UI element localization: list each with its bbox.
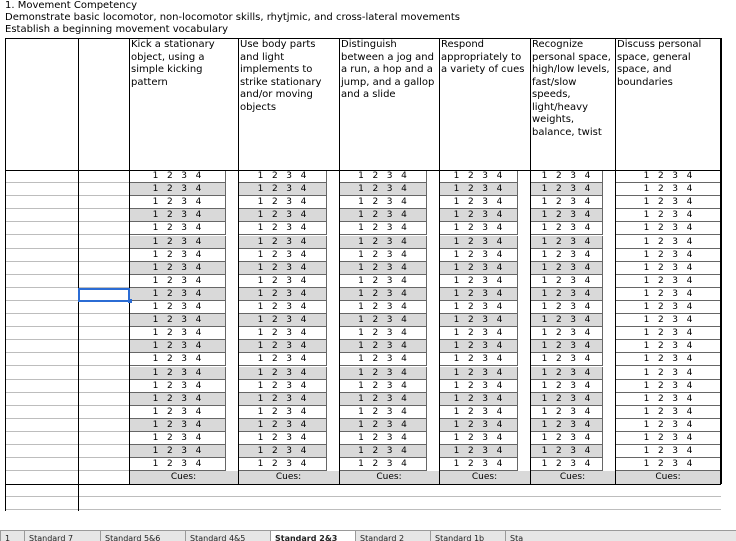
rating-scale-cell[interactable]: 1 2 3 4 xyxy=(439,249,518,262)
rating-scale-cell[interactable]: 1 2 3 4 xyxy=(129,262,226,275)
rating-scale-cell[interactable]: 1 2 3 4 xyxy=(439,209,518,222)
grid-line-horizontal xyxy=(5,484,721,485)
blank-cell[interactable] xyxy=(5,301,78,314)
blank-cell[interactable] xyxy=(530,484,615,497)
rating-scale-cell[interactable]: 1 2 3 4 xyxy=(615,367,721,380)
rating-scale-cell[interactable]: 1 2 3 4 xyxy=(129,275,226,288)
cues-cell[interactable]: Cues: xyxy=(339,471,439,484)
rating-scale-cell[interactable]: 1 2 3 4 xyxy=(439,393,518,406)
rating-scale-cell[interactable]: 1 2 3 4 xyxy=(129,314,226,327)
rating-scale-cell[interactable]: 1 2 3 4 xyxy=(238,327,327,340)
blank-cell[interactable] xyxy=(78,183,129,196)
rating-scale-cell[interactable]: 1 2 3 4 xyxy=(615,222,721,235)
blank-cell[interactable] xyxy=(5,367,78,380)
grid-line-horizontal xyxy=(5,170,721,171)
blank-cell[interactable] xyxy=(5,196,78,209)
rating-scale-cell[interactable]: 1 2 3 4 xyxy=(129,183,226,196)
rating-scale-cell[interactable]: 1 2 3 4 xyxy=(530,432,603,445)
blank-cell[interactable] xyxy=(5,380,78,393)
rating-scale-cell[interactable]: 1 2 3 4 xyxy=(615,314,721,327)
blank-header-cell[interactable] xyxy=(78,38,129,170)
rating-scale-cell[interactable]: 1 2 3 4 xyxy=(615,249,721,262)
blank-cell[interactable] xyxy=(5,419,78,432)
rating-scale-cell[interactable]: 1 2 3 4 xyxy=(615,406,721,419)
rating-scale-cell[interactable]: 1 2 3 4 xyxy=(339,209,427,222)
rating-scale-cell[interactable]: 1 2 3 4 xyxy=(530,249,603,262)
blank-cell[interactable] xyxy=(78,432,129,445)
blank-cell[interactable] xyxy=(5,249,78,262)
blank-cell[interactable] xyxy=(5,458,78,471)
rating-scale-cell[interactable]: 1 2 3 4 xyxy=(615,458,721,471)
rating-scale-cell[interactable]: 1 2 3 4 xyxy=(129,445,226,458)
blank-header-cell[interactable] xyxy=(5,38,78,170)
rating-scale-cell[interactable]: 1 2 3 4 xyxy=(530,458,603,471)
blank-cell[interactable] xyxy=(5,406,78,419)
blank-cell[interactable] xyxy=(78,353,129,366)
grid-line-vertical xyxy=(720,38,722,484)
blank-cell[interactable] xyxy=(78,458,129,471)
rating-scale-cell[interactable]: 1 2 3 4 xyxy=(615,353,721,366)
rating-scale-cell[interactable]: 1 2 3 4 xyxy=(129,236,226,249)
grid-line-vertical xyxy=(530,38,531,484)
blank-cell[interactable] xyxy=(5,327,78,340)
rating-scale-cell[interactable]: 1 2 3 4 xyxy=(238,196,327,209)
rating-scale-cell[interactable]: 1 2 3 4 xyxy=(339,288,427,301)
blank-cell[interactable] xyxy=(5,209,78,222)
blank-cell[interactable] xyxy=(78,484,129,497)
grid-line-vertical xyxy=(615,38,616,484)
rating-scale-cell[interactable]: 1 2 3 4 xyxy=(129,419,226,432)
blank-cell[interactable] xyxy=(78,445,129,458)
rating-scale-cell[interactable]: 1 2 3 4 xyxy=(129,367,226,380)
rating-scale-cell[interactable]: 1 2 3 4 xyxy=(439,458,518,471)
standard-title: 1. Movement Competency xyxy=(5,0,138,11)
rating-scale-cell[interactable]: 1 2 3 4 xyxy=(615,196,721,209)
rating-scale-cell[interactable]: 1 2 3 4 xyxy=(439,288,518,301)
rating-scale-cell[interactable]: 1 2 3 4 xyxy=(129,209,226,222)
blank-cell[interactable] xyxy=(78,275,129,288)
grid-line-vertical xyxy=(129,38,130,484)
rating-scale-cell[interactable]: 1 2 3 4 xyxy=(339,353,427,366)
rating-scale-cell[interactable]: 1 2 3 4 xyxy=(615,380,721,393)
rating-scale-cell[interactable]: 1 2 3 4 xyxy=(238,170,327,183)
column-header[interactable]: Discuss personal space, general space, and boundaries xyxy=(617,39,702,88)
rating-scale-cell[interactable]: 1 2 3 4 xyxy=(129,458,226,471)
rating-scale-cell[interactable]: 1 2 3 4 xyxy=(615,209,721,222)
blank-cell[interactable] xyxy=(339,484,439,497)
standard-description: Demonstrate basic locomotor, non-locomotor skills, rhytjmic, and cross-lateral movements xyxy=(5,12,460,23)
rating-scale-cell[interactable]: 1 2 3 4 xyxy=(530,301,603,314)
sheet-tab[interactable]: 1 xyxy=(0,531,24,541)
rating-scale-cell[interactable]: 1 2 3 4 xyxy=(439,419,518,432)
rating-scale-cell[interactable]: 1 2 3 4 xyxy=(530,314,603,327)
sheet-tab[interactable]: Standard 4&5 xyxy=(185,531,270,541)
rating-scale-cell[interactable]: 1 2 3 4 xyxy=(439,314,518,327)
rating-scale-cell[interactable]: 1 2 3 4 xyxy=(530,209,603,222)
rating-scale-cell[interactable]: 1 2 3 4 xyxy=(439,367,518,380)
rating-scale-cell[interactable]: 1 2 3 4 xyxy=(238,340,327,353)
blank-cell[interactable] xyxy=(78,196,129,209)
rating-scale-cell[interactable]: 1 2 3 4 xyxy=(615,340,721,353)
blank-cell[interactable] xyxy=(78,314,129,327)
rating-scale-cell[interactable]: 1 2 3 4 xyxy=(530,445,603,458)
selection-fill-handle[interactable] xyxy=(128,299,132,303)
rating-scale-cell[interactable]: 1 2 3 4 xyxy=(129,170,226,183)
rating-scale-cell[interactable]: 1 2 3 4 xyxy=(530,393,603,406)
rating-scale-cell[interactable]: 1 2 3 4 xyxy=(615,170,721,183)
blank-cell[interactable] xyxy=(5,484,78,497)
rating-scale-cell[interactable]: 1 2 3 4 xyxy=(129,249,226,262)
rating-scale-cell[interactable]: 1 2 3 4 xyxy=(439,275,518,288)
rating-scale-cell[interactable]: 1 2 3 4 xyxy=(238,432,327,445)
rating-scale-cell[interactable]: 1 2 3 4 xyxy=(339,249,427,262)
rating-scale-cell[interactable]: 1 2 3 4 xyxy=(439,301,518,314)
rating-scale-cell[interactable]: 1 2 3 4 xyxy=(238,262,327,275)
cues-cell[interactable]: Cues: xyxy=(238,471,339,484)
rating-scale-cell[interactable]: 1 2 3 4 xyxy=(339,327,427,340)
sheet-tab[interactable]: Sta xyxy=(505,531,535,541)
rating-scale-cell[interactable]: 1 2 3 4 xyxy=(129,327,226,340)
rating-scale-cell[interactable]: 1 2 3 4 xyxy=(238,458,327,471)
rating-scale-cell[interactable]: 1 2 3 4 xyxy=(339,262,427,275)
rating-scale-cell[interactable]: 1 2 3 4 xyxy=(339,236,427,249)
rating-scale-cell[interactable]: 1 2 3 4 xyxy=(129,301,226,314)
rating-scale-cell[interactable]: 1 2 3 4 xyxy=(439,406,518,419)
blank-cell[interactable] xyxy=(78,209,129,222)
rating-scale-cell[interactable]: 1 2 3 4 xyxy=(238,393,327,406)
grid-line-vertical xyxy=(439,38,440,484)
blank-cell[interactable] xyxy=(615,484,721,497)
rating-scale-cell[interactable]: 1 2 3 4 xyxy=(439,340,518,353)
rating-scale-cell[interactable]: 1 2 3 4 xyxy=(238,222,327,235)
blank-cell[interactable] xyxy=(78,236,129,249)
blank-cell[interactable] xyxy=(5,432,78,445)
blank-cell[interactable] xyxy=(5,288,78,301)
rating-scale-cell[interactable]: 1 2 3 4 xyxy=(129,288,226,301)
rating-scale-cell[interactable]: 1 2 3 4 xyxy=(238,183,327,196)
column-header[interactable]: Distinguish between a jog and a run, a hop and a jump, and a gallop and a slide xyxy=(341,39,435,100)
rating-scale-cell[interactable]: 1 2 3 4 xyxy=(238,406,327,419)
blank-cell[interactable] xyxy=(238,484,339,497)
blank-cell[interactable] xyxy=(78,262,129,275)
rating-scale-cell[interactable]: 1 2 3 4 xyxy=(439,170,518,183)
sheet-tab-bar xyxy=(0,530,736,541)
rating-scale-cell[interactable]: 1 2 3 4 xyxy=(339,393,427,406)
blank-cell[interactable] xyxy=(78,367,129,380)
rating-scale-cell[interactable]: 1 2 3 4 xyxy=(615,236,721,249)
rating-scale-cell[interactable]: 1 2 3 4 xyxy=(439,380,518,393)
rating-scale-cell[interactable]: 1 2 3 4 xyxy=(615,393,721,406)
blank-cell[interactable] xyxy=(339,497,439,510)
rating-scale-cell[interactable]: 1 2 3 4 xyxy=(129,353,226,366)
rating-scale-cell[interactable]: 1 2 3 4 xyxy=(439,432,518,445)
rating-scale-cell[interactable]: 1 2 3 4 xyxy=(238,314,327,327)
rating-scale-cell[interactable]: 1 2 3 4 xyxy=(238,209,327,222)
rating-scale-cell[interactable]: 1 2 3 4 xyxy=(615,288,721,301)
blank-cell[interactable] xyxy=(78,393,129,406)
grid-line-vertical xyxy=(339,38,340,484)
blank-cell[interactable] xyxy=(78,301,129,314)
rating-scale-cell[interactable]: 1 2 3 4 xyxy=(439,183,518,196)
blank-cell[interactable] xyxy=(5,353,78,366)
rating-scale-cell[interactable]: 1 2 3 4 xyxy=(615,419,721,432)
cues-cell[interactable]: Cues: xyxy=(615,471,721,484)
rating-scale-cell[interactable]: 1 2 3 4 xyxy=(439,445,518,458)
blank-cell[interactable] xyxy=(129,497,238,510)
rating-scale-cell[interactable]: 1 2 3 4 xyxy=(238,353,327,366)
rating-scale-cell[interactable]: 1 2 3 4 xyxy=(439,222,518,235)
rating-scale-cell[interactable]: 1 2 3 4 xyxy=(339,170,427,183)
rating-scale-cell[interactable]: 1 2 3 4 xyxy=(530,327,603,340)
rating-scale-cell[interactable]: 1 2 3 4 xyxy=(530,170,603,183)
rating-scale-cell[interactable]: 1 2 3 4 xyxy=(238,367,327,380)
rating-scale-cell[interactable]: 1 2 3 4 xyxy=(129,340,226,353)
rating-scale-cell[interactable]: 1 2 3 4 xyxy=(339,406,427,419)
standard-subdescription: Establish a beginning movement vocabulary xyxy=(5,24,229,35)
blank-cell[interactable] xyxy=(615,497,721,510)
rating-scale-cell[interactable]: 1 2 3 4 xyxy=(339,340,427,353)
rating-scale-cell[interactable]: 1 2 3 4 xyxy=(530,353,603,366)
cues-cell[interactable]: Cues: xyxy=(129,471,238,484)
rating-scale-cell[interactable]: 1 2 3 4 xyxy=(129,393,226,406)
rating-scale-cell[interactable]: 1 2 3 4 xyxy=(238,249,327,262)
rating-scale-cell[interactable]: 1 2 3 4 xyxy=(339,196,427,209)
rating-scale-cell[interactable]: 1 2 3 4 xyxy=(530,406,603,419)
rating-scale-cell[interactable]: 1 2 3 4 xyxy=(238,419,327,432)
blank-cell[interactable] xyxy=(129,484,238,497)
blank-cell[interactable] xyxy=(78,406,129,419)
sheet-tab[interactable]: Standard 1b xyxy=(430,531,505,541)
rating-scale-cell[interactable]: 1 2 3 4 xyxy=(439,236,518,249)
sheet-tab[interactable]: Standard 7 xyxy=(24,531,100,541)
blank-cell[interactable] xyxy=(78,497,129,510)
rating-scale-cell[interactable]: 1 2 3 4 xyxy=(439,262,518,275)
blank-cell[interactable] xyxy=(5,340,78,353)
rating-scale-cell[interactable]: 1 2 3 4 xyxy=(129,380,226,393)
rating-scale-cell[interactable]: 1 2 3 4 xyxy=(530,380,603,393)
blank-cell[interactable] xyxy=(78,170,129,183)
blank-cell[interactable] xyxy=(238,497,339,510)
rating-scale-cell[interactable]: 1 2 3 4 xyxy=(615,445,721,458)
cues-cell[interactable]: Cues: xyxy=(439,471,530,484)
grid-line-vertical xyxy=(5,38,6,511)
rating-scale-cell[interactable]: 1 2 3 4 xyxy=(339,183,427,196)
rating-scale-cell[interactable]: 1 2 3 4 xyxy=(615,275,721,288)
column-header[interactable]: Recognize personal space, high/low levels, fast/slow speeds, light/heavy weights, balance, twist xyxy=(532,39,611,138)
rating-scale-cell[interactable]: 1 2 3 4 xyxy=(530,275,603,288)
rating-scale-cell[interactable]: 1 2 3 4 xyxy=(129,406,226,419)
rating-scale-cell[interactable]: 1 2 3 4 xyxy=(615,432,721,445)
blank-cell[interactable] xyxy=(78,419,129,432)
rating-scale-cell[interactable]: 1 2 3 4 xyxy=(129,222,226,235)
rating-scale-cell[interactable]: 1 2 3 4 xyxy=(439,196,518,209)
blank-cell[interactable] xyxy=(78,222,129,235)
rating-scale-cell[interactable]: 1 2 3 4 xyxy=(339,301,427,314)
blank-cell[interactable] xyxy=(5,183,78,196)
rating-scale-cell[interactable]: 1 2 3 4 xyxy=(238,288,327,301)
rating-scale-cell[interactable]: 1 2 3 4 xyxy=(615,301,721,314)
sheet-tab[interactable]: Standard 5&6 xyxy=(100,531,185,541)
rating-scale-cell[interactable]: 1 2 3 4 xyxy=(339,275,427,288)
rating-scale-cell[interactable]: 1 2 3 4 xyxy=(339,432,427,445)
blank-cell[interactable] xyxy=(5,222,78,235)
blank-cell[interactable] xyxy=(439,484,530,497)
rating-scale-cell[interactable]: 1 2 3 4 xyxy=(339,445,427,458)
rating-scale-cell[interactable]: 1 2 3 4 xyxy=(615,183,721,196)
grid-line-vertical xyxy=(78,38,79,511)
rating-scale-cell[interactable]: 1 2 3 4 xyxy=(238,236,327,249)
blank-cell[interactable] xyxy=(5,236,78,249)
rating-scale-cell[interactable]: 1 2 3 4 xyxy=(129,432,226,445)
blank-cell[interactable] xyxy=(5,393,78,406)
grid-line-horizontal xyxy=(5,38,721,39)
rating-scale-cell[interactable]: 1 2 3 4 xyxy=(530,236,603,249)
rating-scale-cell[interactable]: 1 2 3 4 xyxy=(530,222,603,235)
rating-scale-cell[interactable]: 1 2 3 4 xyxy=(615,262,721,275)
blank-cell[interactable] xyxy=(78,249,129,262)
rating-scale-cell[interactable]: 1 2 3 4 xyxy=(339,367,427,380)
blank-cell[interactable] xyxy=(78,327,129,340)
rating-scale-cell[interactable]: 1 2 3 4 xyxy=(238,445,327,458)
rating-scale-cell[interactable]: 1 2 3 4 xyxy=(339,458,427,471)
rating-scale-cell[interactable]: 1 2 3 4 xyxy=(530,196,603,209)
blank-cell[interactable] xyxy=(5,445,78,458)
rating-scale-cell[interactable]: 1 2 3 4 xyxy=(439,327,518,340)
column-header[interactable]: Kick a stationary object, using a simple kicking pattern xyxy=(131,39,215,88)
rating-scale-cell[interactable]: 1 2 3 4 xyxy=(339,380,427,393)
blank-cell[interactable] xyxy=(530,497,615,510)
blank-cell[interactable] xyxy=(78,380,129,393)
cues-cell[interactable]: Cues: xyxy=(530,471,615,484)
blank-cell[interactable] xyxy=(78,340,129,353)
column-header[interactable]: Use body parts and light implements to strike stationary and/or moving objects xyxy=(240,39,322,113)
rating-scale-cell[interactable]: 1 2 3 4 xyxy=(238,380,327,393)
blank-cell[interactable] xyxy=(5,170,78,183)
rating-scale-cell[interactable]: 1 2 3 4 xyxy=(238,275,327,288)
sheet-tab[interactable]: Standard 2 xyxy=(355,531,430,541)
rating-scale-cell[interactable]: 1 2 3 4 xyxy=(530,183,603,196)
rating-scale-cell[interactable]: 1 2 3 4 xyxy=(530,419,603,432)
blank-cell[interactable] xyxy=(5,275,78,288)
rating-scale-cell[interactable]: 1 2 3 4 xyxy=(530,340,603,353)
rating-scale-cell[interactable]: 1 2 3 4 xyxy=(530,367,603,380)
blank-cell[interactable] xyxy=(5,497,78,510)
blank-cell[interactable] xyxy=(5,314,78,327)
blank-cell[interactable] xyxy=(439,497,530,510)
rating-scale-cell[interactable]: 1 2 3 4 xyxy=(530,262,603,275)
rating-scale-cell[interactable]: 1 2 3 4 xyxy=(439,353,518,366)
column-header[interactable]: Respond appropriately to a variety of cues xyxy=(441,39,525,75)
rating-scale-cell[interactable]: 1 2 3 4 xyxy=(530,288,603,301)
rating-scale-cell[interactable]: 1 2 3 4 xyxy=(129,196,226,209)
grid-line-vertical xyxy=(238,38,239,484)
rating-scale-cell[interactable]: 1 2 3 4 xyxy=(238,301,327,314)
selected-cell[interactable] xyxy=(78,288,130,302)
rating-scale-cell[interactable]: 1 2 3 4 xyxy=(339,222,427,235)
rating-scale-cell[interactable]: 1 2 3 4 xyxy=(339,314,427,327)
sheet-tab[interactable]: Standard 2&3 xyxy=(270,531,355,541)
rating-scale-cell[interactable]: 1 2 3 4 xyxy=(339,419,427,432)
blank-cell[interactable] xyxy=(5,262,78,275)
rating-scale-cell[interactable]: 1 2 3 4 xyxy=(615,327,721,340)
